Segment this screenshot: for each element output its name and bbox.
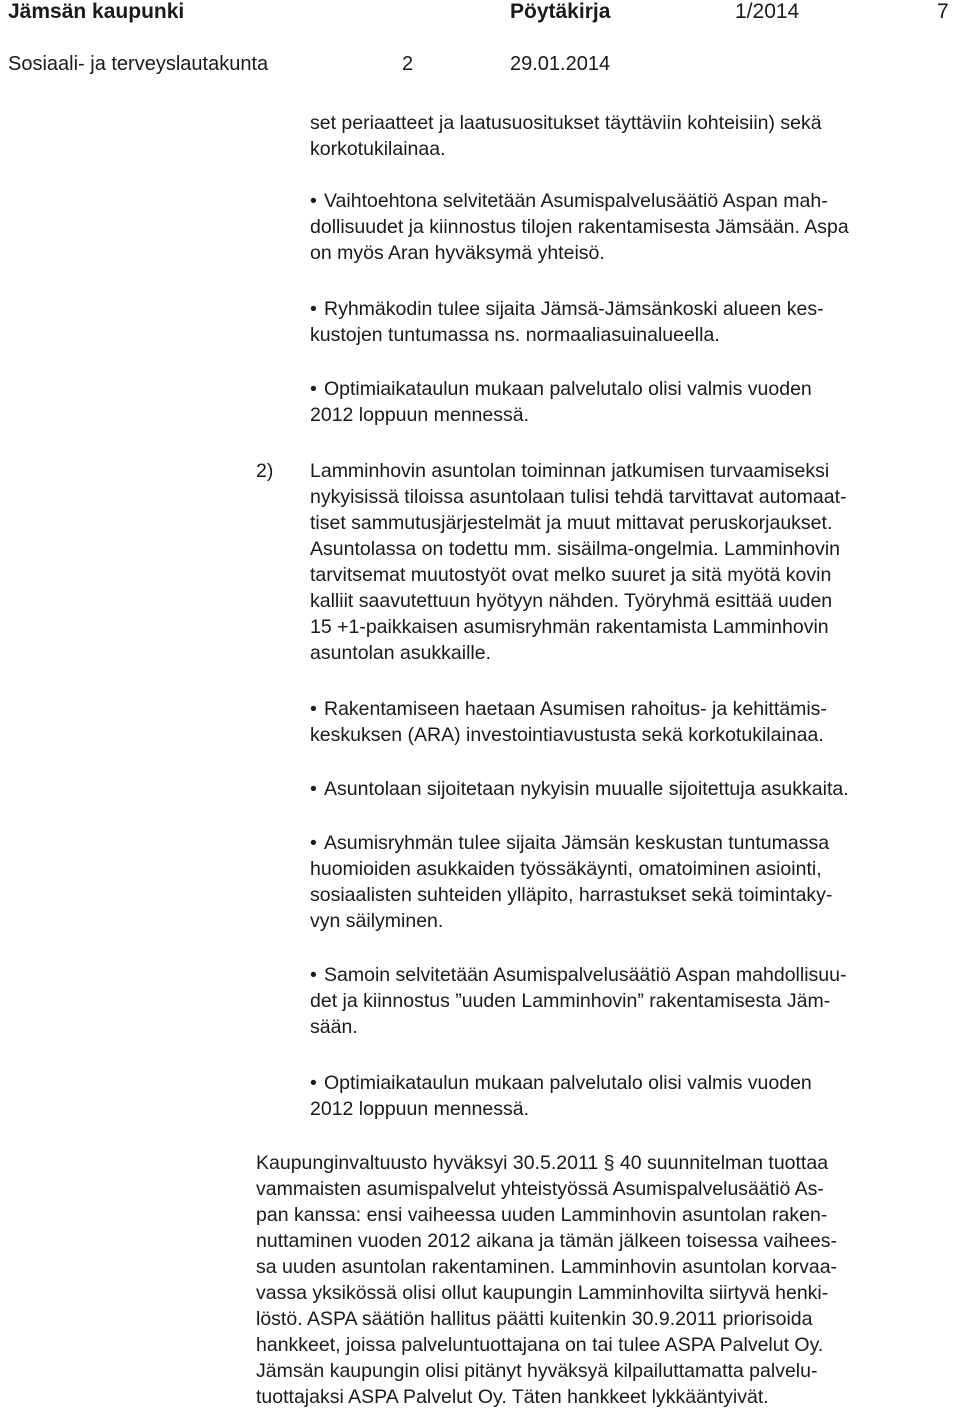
document-type: Pöytäkirja <box>510 0 611 23</box>
text-line: tarvitsemat muutostyöt ovat melko suuret ja sitä myötä kovin <box>310 564 832 586</box>
text-line: Jämsän kaupungin olisi pitänyt hyväksyä kilpailuttamatta palvelu- <box>256 1360 818 1382</box>
text-line: 15 +1-paikkaisen asumisryhmän rakentamista Lamminhovin <box>310 616 829 638</box>
committee-name: Sosiaali- ja terveyslautakunta <box>8 53 269 75</box>
text-line: kustojen tuntumassa ns. normaaliasuinalueella. <box>310 324 720 346</box>
text-line: Lamminhovin asuntolan toiminnan jatkumisen turvaamiseksi <box>310 460 830 482</box>
text-line: nuttaminen vuoden 2012 aikana ja tämän jälkeen toisessa vaihees- <box>256 1230 838 1252</box>
bullet-item <box>310 962 846 988</box>
text-line: löstö. ASPA säätiön hallitus päätti kuitenkin 30.9.2011 priorisoida <box>256 1308 813 1330</box>
text-line: vassa yksikössä olisi ollut kaupungin Lamminhovilta siirtyvä henki- <box>256 1282 829 1304</box>
bullet-text: Optimiaikataulun mukaan palvelutalo olisi valmis vuoden <box>324 378 812 400</box>
text-line: tiset sammutusjärjestelmät ja muut mittavat peruskorjaukset. <box>310 512 833 534</box>
text-line: keskuksen (ARA) investointiavustusta sekä korkotukilainaa. <box>310 724 824 746</box>
text-line: nykyisissä tiloissa asuntolaan tulisi tehdä tarvittavat automaat- <box>310 486 847 508</box>
text-line: det ja kiinnostus ”uuden Lamminhovin” rakentamisesta Jäm- <box>310 990 831 1012</box>
bullet-item <box>310 296 824 322</box>
bullet-text: Samoin selvitetään Asumispalvelusäätiö Aspan mahdollisuu- <box>324 964 847 986</box>
text-line: vammaisten asumispalvelut yhteistyössä Asumispalvelusäätiö As- <box>256 1178 824 1200</box>
text-line: set periaatteet ja laatusuositukset täyttäviin kohteisiin) sekä <box>310 112 822 134</box>
bullet-item <box>310 1070 812 1096</box>
meeting-date: 29.01.2014 <box>510 53 611 75</box>
text-line: 2012 loppuun mennessä. <box>310 404 530 426</box>
text-line: kalliit saavutettuun hyötyyn nähden. Työryhmä esittää uuden <box>310 590 833 612</box>
bullet-item <box>310 376 812 402</box>
text-line: huomioiden asukkaiden työssäkäynti, omatoiminen asiointi, <box>310 858 822 880</box>
section-number: 2 <box>402 53 414 75</box>
bullet-icon: • <box>310 378 317 400</box>
bullet-item <box>310 776 849 802</box>
text-line: pan kanssa: ensi vaiheessa uuden Lamminhovin asuntolan raken- <box>256 1204 828 1226</box>
text-line: dollisuudet ja kiinnostus tilojen rakentamisesta Jämsään. Aspa <box>310 216 849 238</box>
bullet-icon: • <box>310 698 317 720</box>
bullet-icon: • <box>310 832 317 854</box>
text-line: hankkeet, joissa palveluntuottajana on tai tulee ASPA Palvelut Oy. <box>256 1334 824 1356</box>
page-number: 7 <box>937 0 949 23</box>
bullet-text: Vaihtoehtona selvitetään Asumispalvelusäätiö Aspan mah- <box>324 190 828 212</box>
bullet-text: Ryhmäkodin tulee sijaita Jämsä-Jämsänkoski alueen kes- <box>324 298 824 320</box>
text-line: sosiaalisten suhteiden ylläpito, harrastukset sekä toimintaky- <box>310 884 833 906</box>
paragraph-number: 2) <box>256 460 274 482</box>
bullet-item <box>310 188 828 214</box>
bullet-text: Rakentamiseen haetaan Asumisen rahoitus- ja kehittämis- <box>324 698 827 720</box>
text-line: 2012 loppuun mennessä. <box>310 1098 530 1120</box>
text-line: asuntolan asukkaille. <box>310 642 492 664</box>
bullet-icon: • <box>310 964 317 986</box>
bullet-icon: • <box>310 1072 317 1094</box>
text-line: on myös Aran hyväksymä yhteisö. <box>310 242 605 264</box>
bullet-icon: • <box>310 190 317 212</box>
bullet-text: Asuntolaan sijoitetaan nykyisin muualle sijoitettuja asukkaita. <box>324 778 849 800</box>
text-line: sään. <box>310 1016 358 1038</box>
bullet-item <box>310 696 827 722</box>
issue-number: 1/2014 <box>735 0 800 23</box>
text-line: tuottajaksi ASPA Palvelut Oy. Täten hankkeet lykkääntyivät. <box>256 1386 769 1408</box>
organization-name: Jämsän kaupunki <box>8 0 185 23</box>
text-line: Asuntolassa on todettu mm. sisäilma-ongelmia. Lamminhovin <box>310 538 840 560</box>
text-line: korkotukilainaa. <box>310 138 446 160</box>
bullet-text: Optimiaikataulun mukaan palvelutalo olisi valmis vuoden <box>324 1072 812 1094</box>
bullet-text: Asumisryhmän tulee sijaita Jämsän keskustan tuntumassa <box>324 832 830 854</box>
bullet-icon: • <box>310 298 317 320</box>
text-line: sa uuden asuntolan rakentaminen. Lamminhovin asuntolan korvaa- <box>256 1256 838 1278</box>
text-line: vyn säilyminen. <box>310 910 444 932</box>
bullet-icon: • <box>310 778 317 800</box>
text-line: Kaupunginvaltuusto hyväksyi 30.5.2011 § 40 suunnitelman tuottaa <box>256 1152 829 1174</box>
bullet-item <box>310 830 829 856</box>
